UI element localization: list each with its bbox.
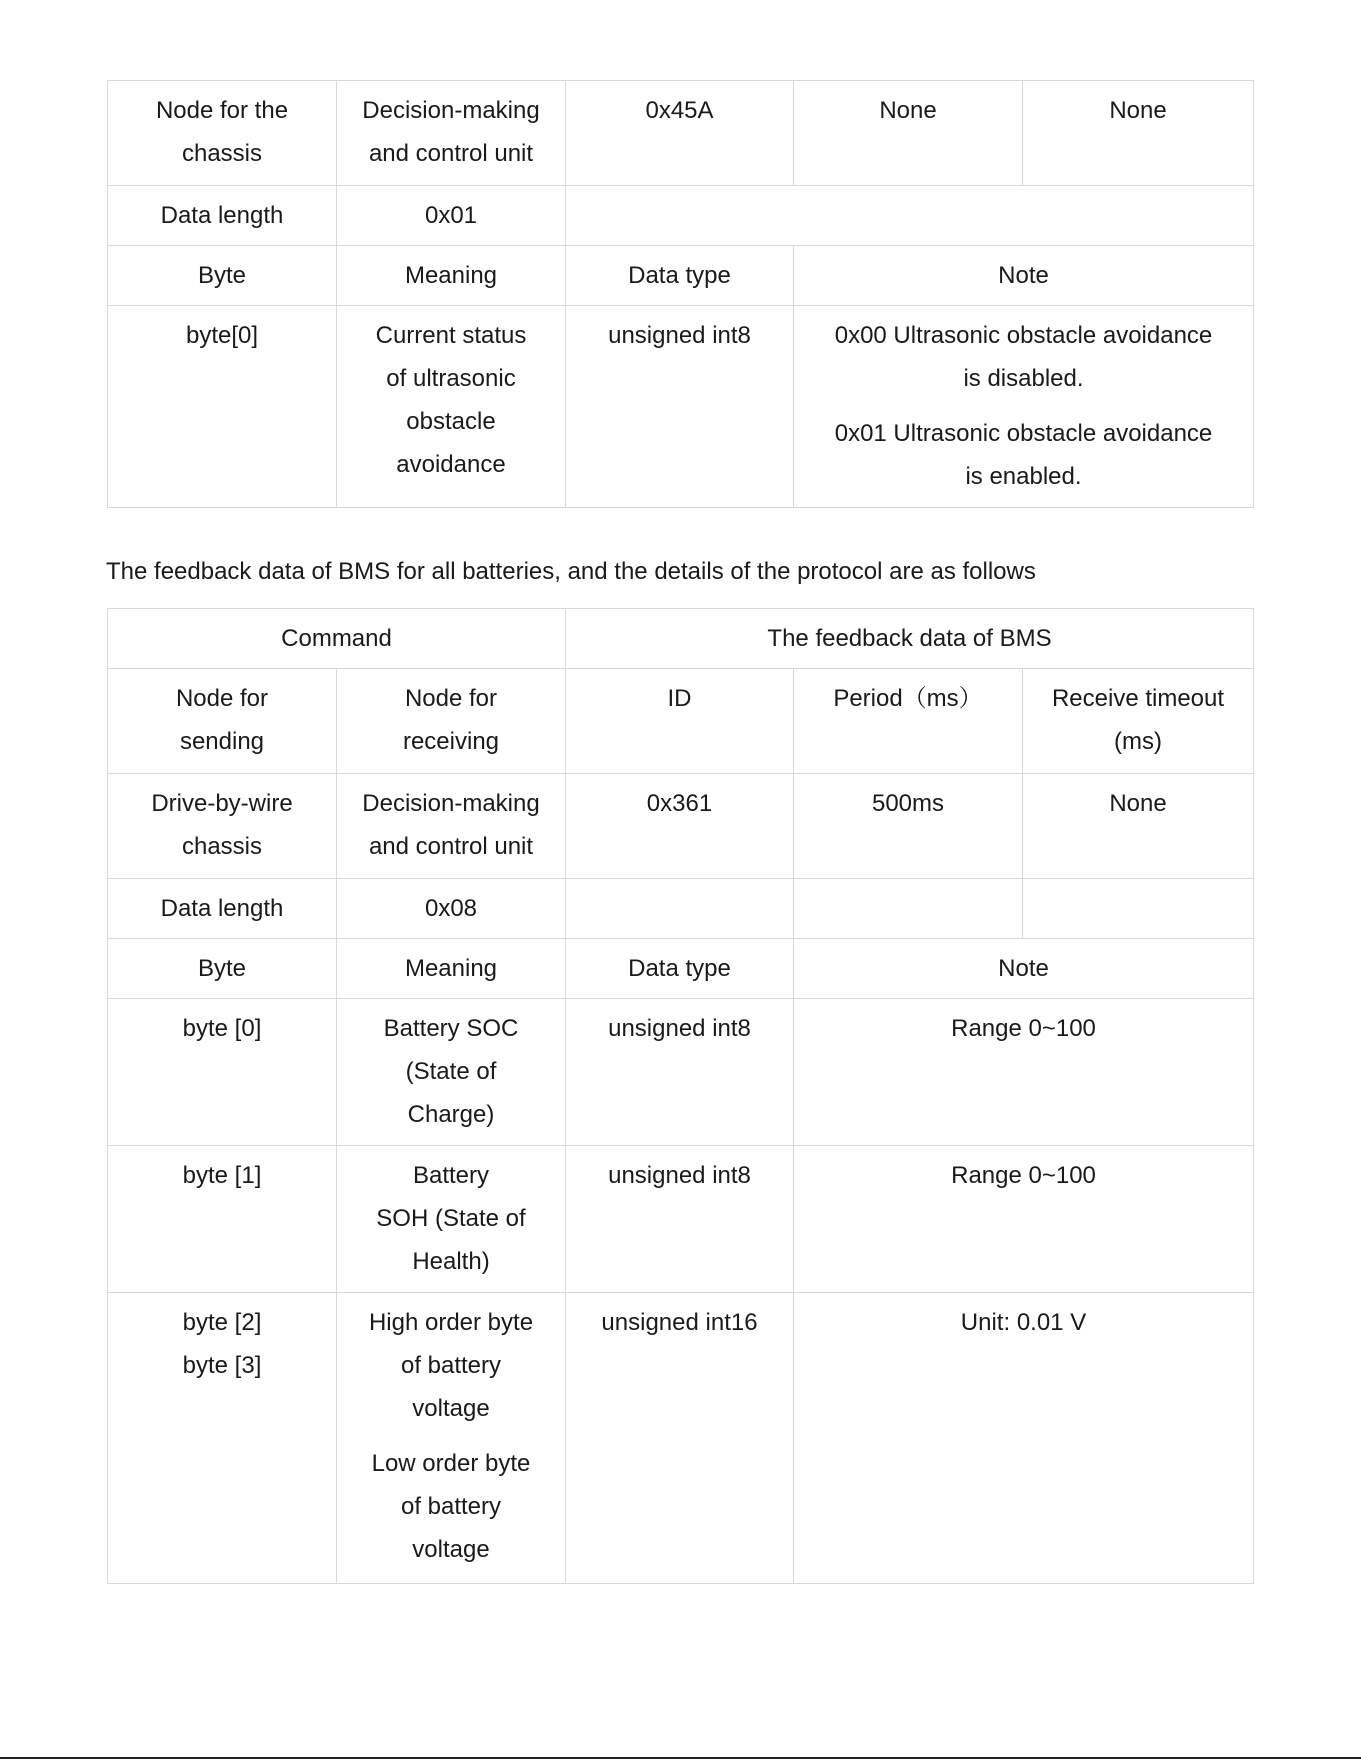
table-cell: Current status of ultrasonic obstacle avoidance	[337, 306, 566, 508]
table-row	[108, 609, 1254, 669]
table-cell	[1023, 879, 1254, 939]
table-cell: Data type	[566, 246, 794, 306]
bms-intro-paragraph: The feedback data of BMS for all batteries, and the details of the protocol are as follows	[106, 558, 1036, 585]
table-row	[108, 81, 1254, 186]
table-cell: Node for the chassis	[108, 81, 337, 186]
table-cell: Meaning	[337, 246, 566, 306]
table-cell: None	[794, 81, 1023, 186]
table-cell: 0x01	[337, 186, 566, 246]
bms-feedback-table	[107, 608, 1254, 1584]
table-cell: 0x45A	[566, 81, 794, 186]
table-cell: Range 0~100	[794, 999, 1254, 1146]
table-row	[108, 1293, 1254, 1584]
table-cell: 0x08	[337, 879, 566, 939]
table-cell: Battery SOC (State of Charge)	[337, 999, 566, 1146]
table-cell: Decision-making and control unit	[337, 81, 566, 186]
table-cell: Battery SOH (State of Health)	[337, 1146, 566, 1293]
table-row	[108, 306, 1254, 508]
table-cell: Receive timeout (ms)	[1023, 669, 1254, 774]
table-cell: Drive-by-wire chassis	[108, 774, 337, 879]
table-cell	[566, 879, 794, 939]
table-cell: unsigned int8	[566, 1146, 794, 1293]
table-cell: unsigned int8	[566, 999, 794, 1146]
table-cell: 0x00 Ultrasonic obstacle avoidance is disabled. 0x01 Ultrasonic obstacle avoidance is enabled.	[794, 306, 1254, 508]
table-row	[108, 774, 1254, 879]
table-cell: Note	[794, 246, 1254, 306]
table-cell: Byte	[108, 246, 337, 306]
table-cell: byte [0]	[108, 999, 337, 1146]
table-cell: Data type	[566, 939, 794, 999]
table-cell: ID	[566, 669, 794, 774]
table-row	[108, 999, 1254, 1146]
table-row	[108, 186, 1254, 246]
table-row	[108, 879, 1254, 939]
table-row	[108, 939, 1254, 999]
table-cell: The feedback data of BMS	[566, 609, 1254, 669]
table-cell: Unit: 0.01 V	[794, 1293, 1254, 1584]
table-cell: Node for sending	[108, 669, 337, 774]
table-cell: byte[0]	[108, 306, 337, 508]
table-cell: byte [1]	[108, 1146, 337, 1293]
table-cell: unsigned int16	[566, 1293, 794, 1584]
table-cell: Meaning	[337, 939, 566, 999]
table-cell: byte [2] byte [3]	[108, 1293, 337, 1584]
table-cell: Byte	[108, 939, 337, 999]
table-cell: Data length	[108, 879, 337, 939]
table-cell: 0x361	[566, 774, 794, 879]
table-cell: Range 0~100	[794, 1146, 1254, 1293]
table-cell: Command	[108, 609, 566, 669]
table-cell	[794, 879, 1023, 939]
table-cell: 500ms	[794, 774, 1023, 879]
table-cell: unsigned int8	[566, 306, 794, 508]
table-cell: High order byte of battery voltage Low order byte of battery voltage	[337, 1293, 566, 1584]
table-cell: Data length	[108, 186, 337, 246]
page-bottom-rule	[0, 1757, 1361, 1759]
table-cell: Decision-making and control unit	[337, 774, 566, 879]
table-cell: Note	[794, 939, 1254, 999]
table-row	[108, 1146, 1254, 1293]
table-cell: None	[1023, 81, 1254, 186]
table-cell: Node for receiving	[337, 669, 566, 774]
table-cell: Period（ms）	[794, 669, 1023, 774]
table-row	[108, 246, 1254, 306]
table-row	[108, 669, 1254, 774]
table-cell: None	[1023, 774, 1254, 879]
table-cell	[566, 186, 1254, 246]
ultrasonic-status-table	[107, 80, 1254, 508]
